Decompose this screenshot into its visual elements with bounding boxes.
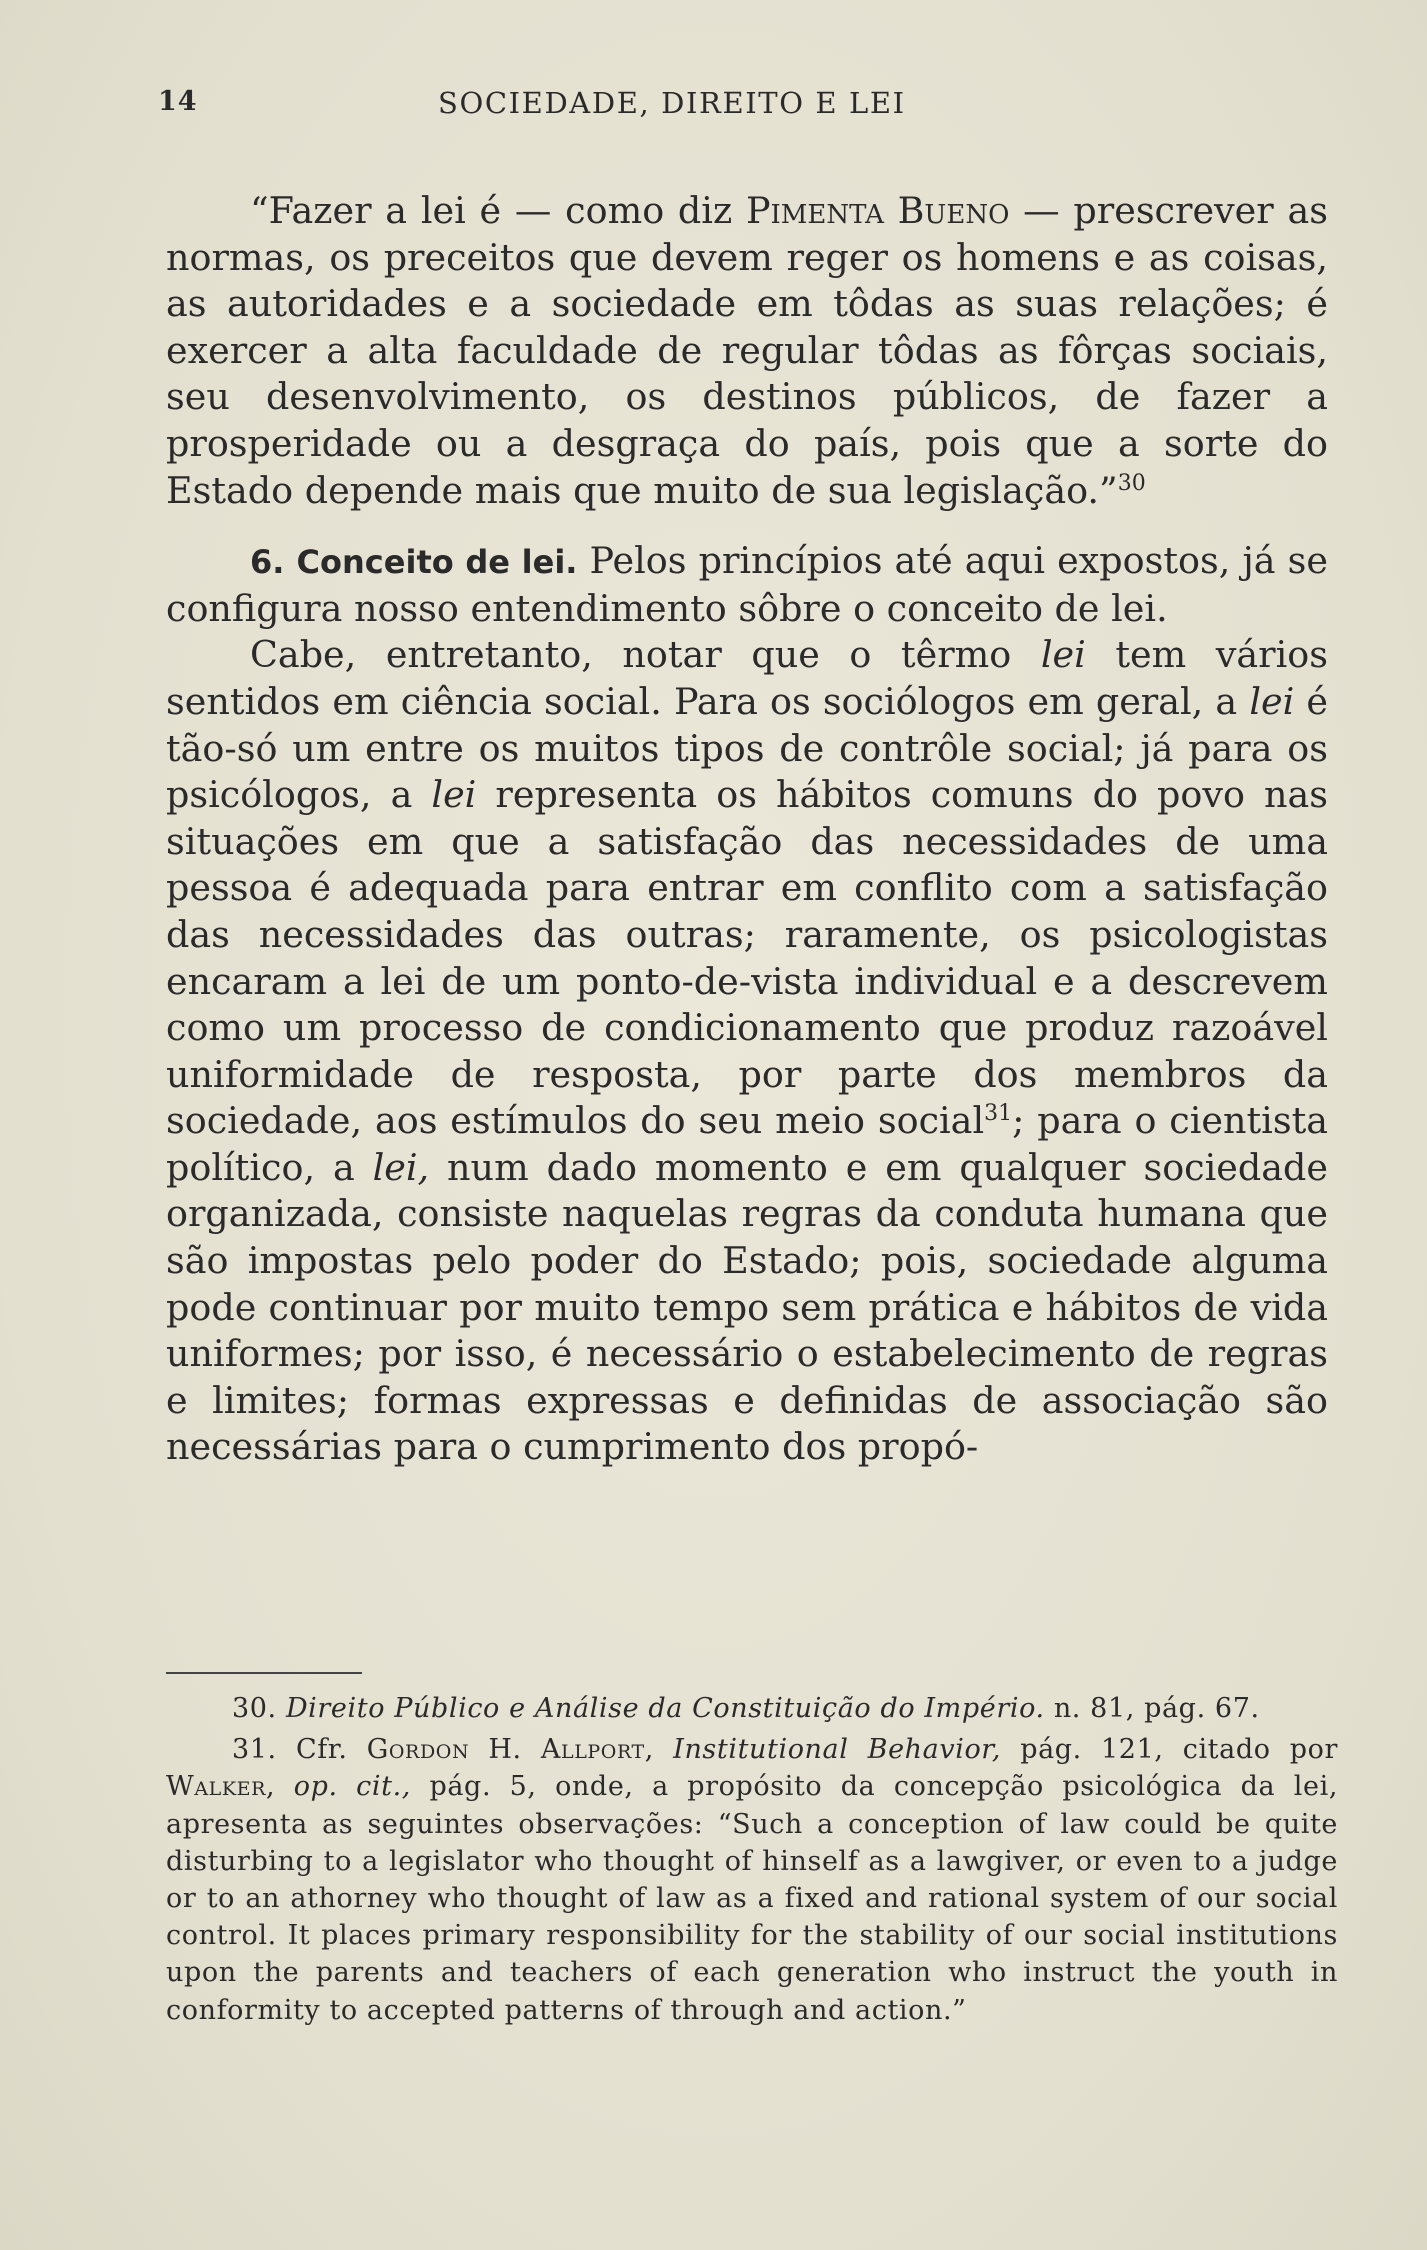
footnote-ref-30: 30 bbox=[1117, 470, 1146, 496]
italic-term: lei, bbox=[372, 1145, 430, 1189]
footnote-30 bbox=[166, 1690, 1338, 1727]
footnote-text: n. 81, pág. 67. bbox=[1044, 1693, 1260, 1724]
section-paragraph bbox=[166, 538, 1328, 632]
running-title: SOCIEDADE, DIREITO E LEI bbox=[438, 86, 906, 120]
page-header bbox=[158, 76, 1348, 126]
section-number: 6. bbox=[250, 543, 285, 582]
quote-text-end: — prescrever as normas, os preceitos que devem reger os homens e as coisas, as autoridades e a sociedade em tôdas as suas relações; é exercer a alta faculdade de regular tôdas as fôrças sociais, seu desenvolvimento, os destinos públicos, de fazer a prosperidade ou a desgraça do país, pois que a sorte do Estado depende mais que muito de sua legislação.” bbox=[166, 189, 1328, 512]
paragraph-text: tem vários sentidos em ciência social. Para os sociólogos em geral, a bbox=[166, 633, 1328, 723]
quote-text-start: “Fazer a lei é — como diz bbox=[250, 189, 746, 232]
paragraph-text: representa os hábitos comuns do povo nas situações em que a satisfação das necessidades de uma pessoa é adequada para entrar em conflito com a satisfação das necessidades das outras; raramente, os psicologistas encaram a lei de um ponto-de-vista individual e a descrevem como um processo de condicionamento que produz razoável uniformidade de resposta, por parte dos membros da sociedade, aos estímulos do seu meio social bbox=[166, 773, 1328, 1143]
section-title: Conceito de lei. bbox=[296, 543, 578, 582]
cited-author: Gordon H. Allport, bbox=[366, 1734, 654, 1766]
op-cit: op. cit., bbox=[275, 1771, 411, 1803]
quoted-author: Pimenta Bueno bbox=[745, 189, 1010, 232]
concept-paragraph bbox=[166, 632, 1328, 1471]
page-number: 14 bbox=[158, 86, 198, 117]
main-text bbox=[166, 188, 1328, 1471]
footnote-number: 31. bbox=[232, 1734, 277, 1766]
footnote-31 bbox=[166, 1731, 1338, 2029]
paragraph-text: é tão-só um entre os muitos tipos de contrôle social; já para os psicólogos, a bbox=[166, 679, 1329, 817]
cited-author: Walker, bbox=[166, 1771, 276, 1803]
footnote-number: 30. bbox=[232, 1693, 277, 1724]
footnote-text: Cfr. bbox=[295, 1734, 367, 1766]
section-text: Pelos princípios até aqui expostos, já se configura nosso entendimento sôbre o conceito de lei. bbox=[166, 539, 1328, 630]
italic-term: lei bbox=[1249, 679, 1295, 723]
quote-paragraph bbox=[166, 188, 1328, 514]
cited-title: Institutional Behavior, bbox=[654, 1734, 1002, 1766]
footnote-text: pág. 5, onde, a propósito da concepção psicológica da lei, apresenta as seguintes observações: “Such a conception of law could be quite disturbing to a legislator who thought of hinself as a lawgiver, or even to a judge or to an athorney who thought of law as a fixed and rational system of our social control. It places primary responsibility for the stability of our social institutions upon the parents and teachers of each generation who instruct the youth in conformity to accepted patterns of through and action.” bbox=[166, 1771, 1338, 2026]
paragraph-text: num dado momento e em qualquer sociedade organizada, consiste naquelas regras da conduta humana que são impostas pelo poder do Estado; pois, sociedade alguma pode continuar por muito tempo sem prática e hábitos de vida uniformes; por isso, é necessário o estabelecimento de regras e limites; formas expressas e definidas de associação são necessárias para o cumprimento dos propó- bbox=[166, 1145, 1328, 1469]
paragraph-text: Cabe, entretanto, notar que o têrmo bbox=[250, 633, 1041, 677]
italic-term: lei bbox=[1040, 633, 1086, 677]
italic-term: lei bbox=[431, 773, 477, 817]
footnote-divider bbox=[166, 1672, 362, 1674]
footnote-ref-31: 31 bbox=[984, 1101, 1013, 1127]
footnote-text: pág. 121, citado por bbox=[1001, 1734, 1338, 1766]
paragraph-text: ; para o cientista político, a bbox=[166, 1099, 1328, 1189]
cited-title: Direito Público e Análise da Constituição do Império. bbox=[285, 1693, 1045, 1724]
footnotes bbox=[166, 1690, 1338, 2029]
